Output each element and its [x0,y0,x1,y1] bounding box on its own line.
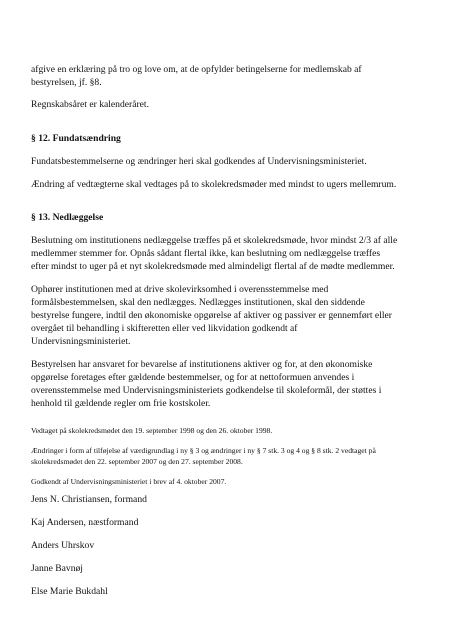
s13-p1-line-3: efter mindst to uger på et nyt skolekredsmøde med almindeligt flertal af de mødte medlemmer. [31,261,395,272]
approved-note: Godkendt af Undervisningsministeriet i brev af 4. oktober 2007. [31,477,227,486]
s13-p2-line-1: Ophører institutionen med at drive skolevirksomhed i overensstemmelse med [31,284,329,295]
section-13-heading: § 13. Nedlæggelse [31,212,104,223]
signature-member-2: Janne Bavnøj [31,563,83,574]
s13-p3-line-1: Bestyrelsen har ansvaret for bevarelse af institutionens aktiver og for, at den økonomiske [31,359,373,370]
section-12-paragraph-1: Fundatsbestemmelserne og ændringer heri skal godkendes af Undervisningsministeriet. [31,156,367,167]
section-12-heading: § 12. Fundatsændring [31,133,121,144]
section-12-paragraph-2: Ændring af vedtægterne skal vedtages på to skolekredsmøder med mindst to ugers mellemrum. [31,179,397,190]
s13-p3-line-3: overensstemmelse med Undervisningsministeriets godkendelse til skoleformål, der støttes i [31,385,382,396]
intro-line-2: bestyrelsen, jf. §8. [31,77,102,88]
signature-chairman: Jens N. Christiansen, formand [31,494,147,505]
s13-p2-line-3: bestyrelse fungere, indtil den økonomiske opgørelse af aktiver og passiver er gennemført eller [31,310,392,321]
intro-line-1: afgive en erklæring på tro og love om, at de opfylder betingelserne for medlemskab af [31,64,362,75]
adopted-note: Vedtaget på skolekredsmødet den 19. september 1998 og den 26. oktober 1998. [31,426,273,435]
signature-vice-chairman: Kaj Andersen, næstformand [31,517,139,528]
signature-member-3: Else Marie Bukdahl [31,586,108,597]
changes-note-line-2: skolekredsmødet den 22. september 2007 og den 27. september 2008. [31,457,243,466]
s13-p3-line-2: opgørelse foretages efter gældende bestemmelser, og for at nettoformuen anvendes i [31,372,355,383]
changes-note-line-1: Ændringer i form af tilføjelse af værdigrundlag i ny § 3 og ændringer i ny § 7 stk. 3 og 4 og § 8 stk. 2 vedtaget på [31,446,376,455]
s13-p1-line-1: Beslutning om institutionens nedlæggelse træffes på et skolekredsmøde, hvor mindst 2/3 af alle [31,235,398,246]
fiscal-year-text: Regnskabsåret er kalenderåret. [31,99,149,110]
s13-p3-line-4: henhold til gældende regler om frie kostskoler. [31,398,211,409]
s13-p2-line-5: Undervisningsministeriet. [31,336,131,347]
s13-p2-line-2: formålsbestemmelsen, skal den nedlægges. Nedlægges institutionen, skal den siddende [31,297,365,308]
s13-p1-line-2: medlemmer stemmer for. Opnås sådant flertal ikke, kan beslutning om nedlæggelse træffes [31,248,381,259]
signature-member-1: Anders Uhrskov [31,540,95,551]
s13-p2-line-4: overgået til behandling i skifteretten eller ved likvidation godkendt af [31,323,298,334]
